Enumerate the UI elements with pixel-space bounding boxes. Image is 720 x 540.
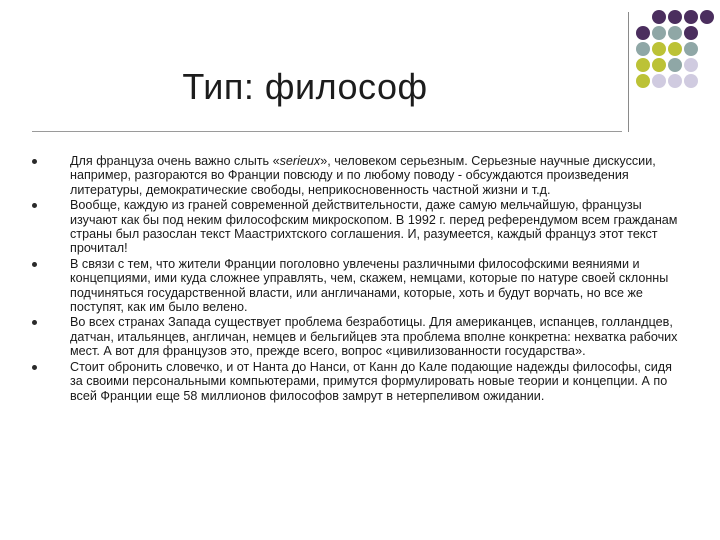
decorative-dot [636,42,650,56]
bullet-text: Во всех странах Запада существует проблема безработицы. Для американцев, испанцев, голландцев, датчан, итальянцев, англичан, немцев и бельгийцев эта проблема вполне конкретна: нехватка рабочих мест. А вот для французов это, прежде всего, вопрос «цивилизованности государства». [70,315,678,359]
decorative-dot [636,26,650,40]
bullet-italic-word: serieux [279,154,321,168]
bullet-item [30,360,680,403]
bullet-item [30,198,680,256]
decorative-dot [652,26,666,40]
decorative-dot [652,74,666,88]
decorative-dot [668,42,682,56]
bullet-text: Стоит обронить словечко, и от Нанта до Нанси, от Канн до Кале подающие надежды философы, сидя за своими персональными компьютерами, примутся формулировать новые теории и концепции. А по всей Франции еще 58 миллионов философов замрут в нетерпеливом ожидании. [70,359,672,403]
bullet-item [30,154,680,197]
decorative-dot [684,58,698,72]
bullet-item [30,315,680,358]
decorative-dot [684,74,698,88]
decorative-dot [668,74,682,88]
decorative-dot [668,26,682,40]
bullet-text: Вообще, каждую из граней современной действительности, даже самую мельчайшую, французы изучают как бы под неким философским микроскопом. В 1992 г. перед референдумом всем гражданам страны был разослан текст Маастрихтского соглашения. И, разумеется, каждый француз этот текст прочитал! [70,198,678,256]
decorative-dot [684,42,698,56]
bullet-list [30,154,680,404]
bullet-text: В связи с тем, что жители Франции поголовно увлечены различными философскими веяниями и концепциями, ими куда сложнее управлять, чем, скажем, немцами, которые по натуре своей склонны подчиняться государственной власти, или англичанами, которые, хоть и будут ворчать, но все же поступят, как им было велено. [70,256,669,315]
decorative-dot [684,26,698,40]
slide-title: Тип: философ [182,66,428,107]
bullet-text-part: », человеком серьезным. Серьезные научные дискуссии, например, разгораются во Франции повсюду и по любому поводу - обсуждаются произведения литературы, демократические свободы, неприкосновенность частной жизни и т.д. [70,154,656,197]
decorative-dot [668,10,682,24]
bullet-dot-icon [32,262,37,267]
bullet-dot-icon [32,203,37,208]
decorative-dot [700,10,714,24]
bullet-item [30,257,680,315]
bullet-text [70,154,680,197]
decorative-dot [636,58,650,72]
bullet-text-part: Для француза очень важно слыть « [70,154,280,168]
decorative-dot [684,10,698,24]
decorative-dot [636,74,650,88]
bullet-dot-icon [32,159,37,164]
decorative-dot [652,58,666,72]
decorative-dot [652,10,666,24]
decorative-dot [652,42,666,56]
bullet-dot-icon [32,320,37,325]
vertical-rule [628,12,629,132]
bullet-dot-icon [32,365,37,370]
horizontal-rule [32,131,622,132]
decorative-dot [668,58,682,72]
